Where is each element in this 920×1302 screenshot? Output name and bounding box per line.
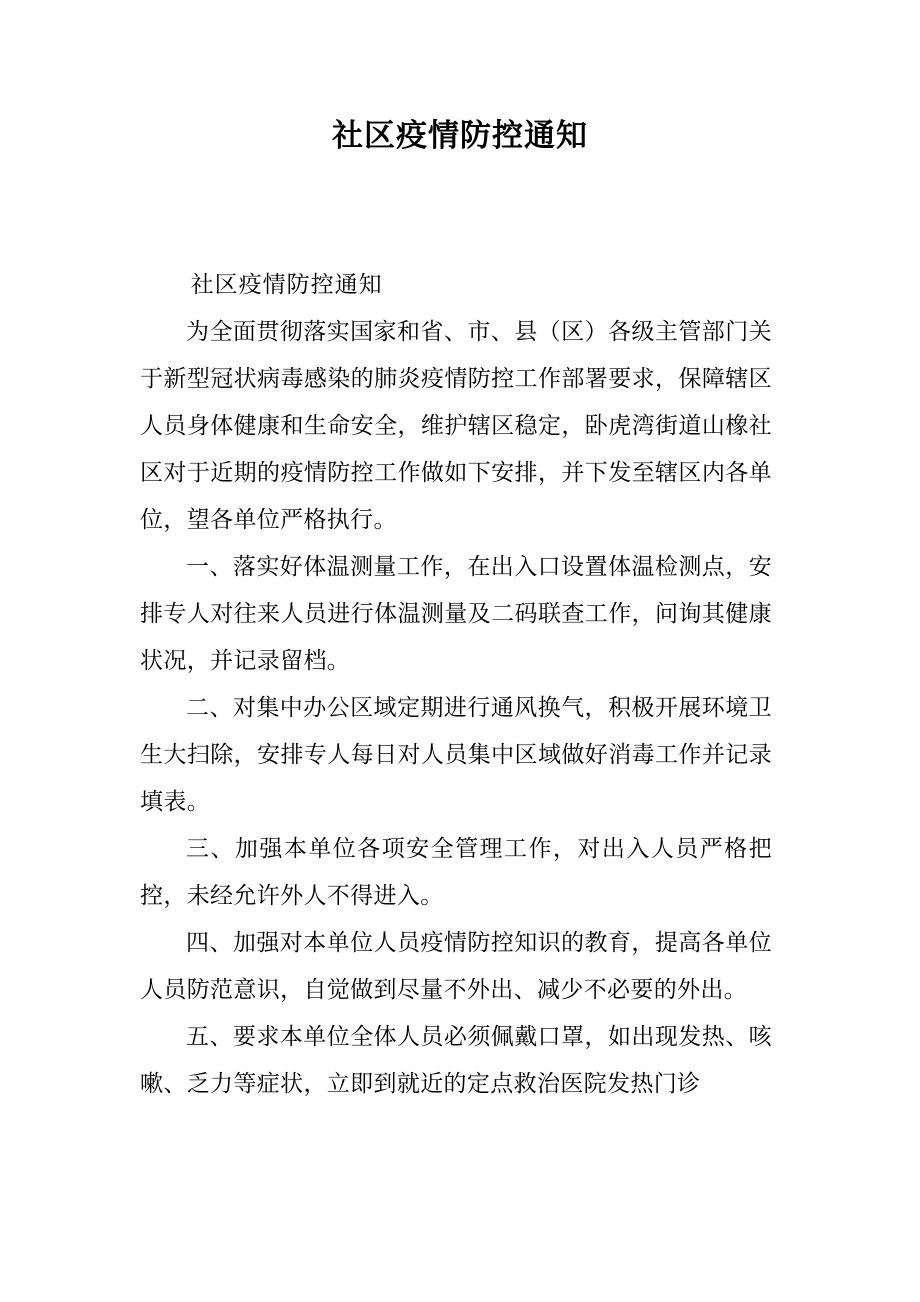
document-body [140, 262, 772, 1108]
paragraph-item-4: 四、加强对本单位人员疫情防控知识的教育，提高各单位人员防范意识，自觉做到尽量不外出、减少不必要的外出。 [140, 930, 772, 1003]
paragraph-item-1: 一、落实好体温测量工作，在出入口设置体温检测点，安排专人对往来人员进行体温测量及二码联查工作，问询其健康状况，并记录留档。 [140, 554, 772, 674]
paragraph-item-3: 三、加强本单位各项安全管理工作，对出入人员严格把控，未经允许外人不得进入。 [140, 836, 772, 909]
paragraph-item-2: 二、对集中办公区域定期进行通风换气，积极开展环境卫生大扫除，安排专人每日对人员集中区域做好消毒工作并记录填表。 [140, 695, 772, 815]
paragraph-item-5: 五、要求本单位全体人员必须佩戴口罩，如出现发热、咳嗽、乏力等症状，立即到就近的定点救治医院发热门诊 [140, 1024, 772, 1097]
document-title: 社区疫情防控通知 [332, 118, 588, 154]
paragraph-intro: 为全面贯彻落实国家和省、市、县（区）各级主管部门关于新型冠状病毒感染的肺炎疫情防控工作部署要求，保障辖区人员身体健康和生命安全，维护辖区稳定，卧虎湾街道山橡社区对于近期的疫情防控工作做如下安排，并下发至辖区内各单位，望各单位严格执行。 [140, 319, 772, 533]
document-subtitle: 社区疫情防控通知 [190, 272, 383, 298]
